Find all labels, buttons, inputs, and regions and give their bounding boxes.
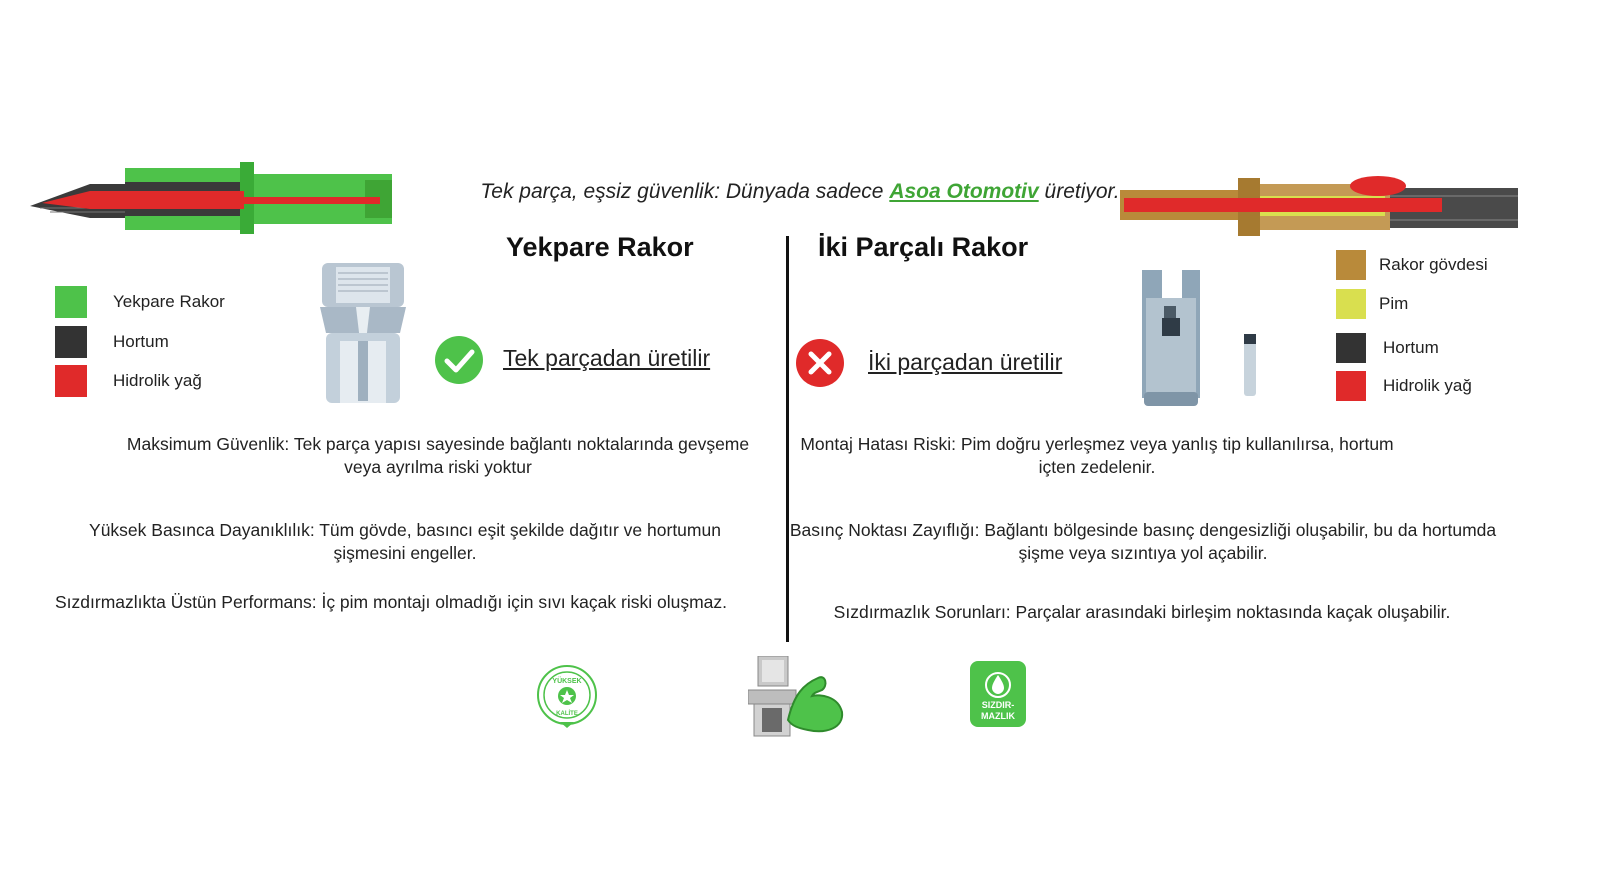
- right-point-pressure: Basınç Noktası Zayıflığı: Bağlantı bölgesinde basınç dengesizliği oluşabilir, bu da hortumda şişme veya sızıntıya yol açabilir.: [789, 520, 1497, 563]
- tagline-text: Tek parça, eşsiz güvenlik: Dünyada sadece: [480, 180, 884, 203]
- two-piece-title: İki Parçalı Rakor: [818, 232, 1029, 262]
- red-swatch: [55, 365, 87, 397]
- quality-badge-icon: [536, 664, 598, 730]
- two-piece-status: İki parçadan üretilir: [868, 349, 1063, 375]
- left-point-sealing: Sızdırmazlıkta Üstün Performans: İç pim montajı olmadığı için sıvı kaçak riski oluşmaz.: [54, 592, 727, 612]
- tagline: [400, 180, 1200, 204]
- green-swatch: [55, 286, 87, 318]
- sealing-badge-icon: [970, 661, 1026, 727]
- one-piece-fitting-illustration: [30, 160, 392, 235]
- quality-badge-top-text: YÜKSEK: [552, 678, 582, 685]
- tagline-end: üretiyor.: [1044, 180, 1120, 203]
- legend-item-hose: Hortum: [55, 326, 169, 358]
- two-piece-fitting-illustration: [1120, 172, 1520, 240]
- one-piece-title: Yekpare Rakor: [506, 232, 694, 262]
- legend-item-body: Rakor gövdesi: [1336, 250, 1488, 280]
- sealing-badge-line1: SIZDIR-: [981, 700, 1015, 710]
- left-point-pressure: Yüksek Basınca Dayanıklılık: Tüm gövde, basıncı eşit şekilde dağıtır ve hortumun şişmesini engeller.: [89, 520, 721, 563]
- dark-swatch: [55, 326, 87, 358]
- right-point-assembly: Montaj Hatası Riski: Pim doğru yerleşmez veya yanlış tip kullanılırsa, hortum içten zedelenir.: [800, 434, 1394, 477]
- legend-item-one-piece: Yekpare Rakor: [55, 286, 225, 318]
- legend-item-hose-right: Hortum: [1336, 333, 1439, 363]
- strength-icon: [748, 656, 844, 738]
- one-piece-status: Tek parçadan üretilir: [503, 345, 711, 371]
- divider: [786, 236, 789, 642]
- right-point-sealing: Sızdırmazlık Sorunları: Parçalar arasındaki birleşim noktasında kaçak oluşabilir.: [833, 602, 1451, 622]
- left-point-security: Maksimum Güvenlik: Tek parça yapısı sayesinde bağlantı noktalarında gevşeme veya ayrılma riski yoktur: [126, 434, 750, 477]
- one-piece-cutaway-image: [320, 263, 406, 405]
- legend-item-oil: Hidrolik yağ: [55, 365, 202, 397]
- brown-swatch: [1336, 250, 1366, 280]
- red-swatch-right: [1336, 371, 1366, 401]
- dark-swatch-right: [1336, 333, 1366, 363]
- cross-icon: [796, 339, 844, 387]
- yellow-swatch: [1336, 289, 1366, 319]
- brand-link[interactable]: Asoa Otomotiv: [889, 180, 1039, 203]
- two-piece-cutaway-image: [1138, 268, 1268, 410]
- check-icon: [435, 336, 483, 384]
- legend-item-oil-right: Hidrolik yağ: [1336, 371, 1472, 401]
- quality-badge-bottom-text: KALİTE: [556, 711, 578, 717]
- sealing-badge-line2: MAZLIK: [981, 711, 1015, 721]
- legend-item-pin: Pim: [1336, 289, 1408, 319]
